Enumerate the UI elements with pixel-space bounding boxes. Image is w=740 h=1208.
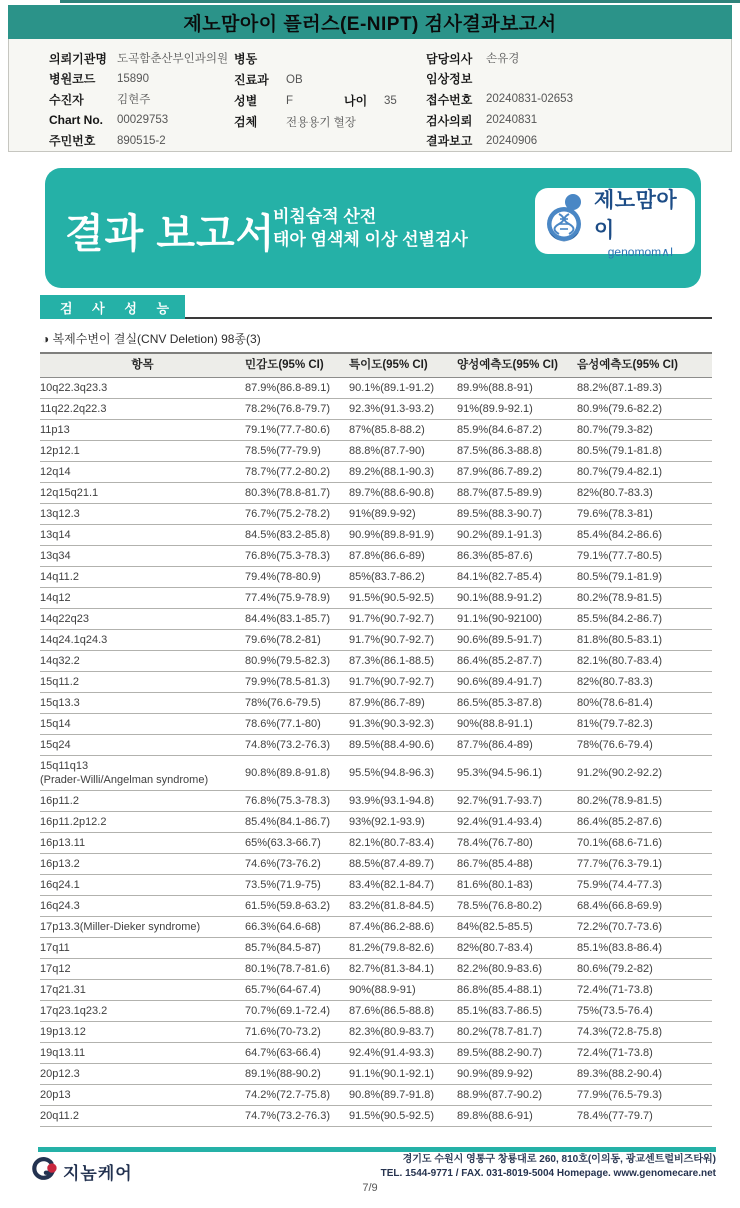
- row-item: 16p13.11: [40, 833, 245, 854]
- row-npv: 80.7%(79.4-82.1): [577, 462, 712, 483]
- row-specificity: 92.3%(91.3-93.2): [349, 399, 457, 420]
- row-sensitivity: 80.3%(78.8-81.7): [245, 483, 349, 504]
- table-row: [40, 378, 712, 399]
- patient-info-box: [8, 39, 732, 152]
- table-row: [40, 693, 712, 714]
- section-divider: [40, 295, 712, 319]
- row-npv: 80.7%(79.3-82): [577, 420, 712, 441]
- table-row: [40, 504, 712, 525]
- row-item: 19p13.12: [40, 1022, 245, 1043]
- row-ppv: 85.9%(84.6-87.2): [457, 420, 577, 441]
- logo-name: 제노맘아이: [594, 188, 678, 242]
- row-ppv: 85.1%(83.7-86.5): [457, 1001, 577, 1022]
- row-sensitivity: 74.8%(73.2-76.3): [245, 735, 349, 756]
- patient-info-column: [234, 48, 426, 151]
- row-item: 15q11.2: [40, 672, 245, 693]
- table-row: [40, 651, 712, 672]
- table-row: [40, 1001, 712, 1022]
- row-sensitivity: 78.6%(77.1-80): [245, 714, 349, 735]
- table-row: [40, 938, 712, 959]
- column-header-ppv: 양성예측도(95% CI): [457, 353, 577, 378]
- row-ppv: 92.4%(91.4-93.4): [457, 812, 577, 833]
- row-item: 15q11q13 (Prader-Willi/Angelman syndrome): [40, 756, 245, 791]
- field-label: 성별: [234, 94, 258, 108]
- row-npv: 82%(80.7-83.3): [577, 672, 712, 693]
- row-item: 14q22q23: [40, 609, 245, 630]
- row-sensitivity: 89.1%(88-90.2): [245, 1064, 349, 1085]
- row-sensitivity: 78.7%(77.2-80.2): [245, 462, 349, 483]
- row-sensitivity: 65.7%(64-67.4): [245, 980, 349, 1001]
- table-title: ◑ 복제수변이 결실(CNV Deletion) 98종(3): [42, 332, 261, 346]
- footer-contact-line: TEL. 1544-9771 / FAX. 031-8019-5004 Homepage. www.genomecare.net: [380, 1168, 716, 1179]
- genomom-logo-badge: [535, 188, 695, 259]
- row-specificity: 89.2%(88.1-90.3): [349, 462, 457, 483]
- page-top-edge: [60, 0, 740, 3]
- row-ppv: 87.9%(86.7-89.2): [457, 462, 577, 483]
- patient-info-row: [49, 110, 234, 131]
- row-item: 17q11: [40, 938, 245, 959]
- row-sensitivity: 74.2%(72.7-75.8): [245, 1085, 349, 1106]
- table-row: [40, 896, 712, 917]
- column-header-item: 항목: [40, 353, 245, 378]
- row-specificity: 91.5%(90.5-92.5): [349, 588, 457, 609]
- patient-info-row: [426, 69, 686, 90]
- row-item: 12q14: [40, 462, 245, 483]
- page-number: 7/9: [362, 1182, 378, 1194]
- row-npv: 70.1%(68.6-71.6): [577, 833, 712, 854]
- table-row: [40, 833, 712, 854]
- table-row: [40, 420, 712, 441]
- row-specificity: 90%(88.9-91): [349, 980, 457, 1001]
- row-sensitivity: 79.4%(78-80.9): [245, 567, 349, 588]
- row-sensitivity: 84.4%(83.1-85.7): [245, 609, 349, 630]
- field-label: 병원코드: [49, 72, 96, 87]
- field-label: 진료과: [234, 73, 269, 87]
- field-label: 수진자: [49, 92, 84, 107]
- row-specificity: 82.1%(80.7-83.4): [349, 833, 457, 854]
- table-row: [40, 714, 712, 735]
- row-sensitivity: 74.7%(73.2-76.3): [245, 1106, 349, 1127]
- row-ppv: 90.6%(89.5-91.7): [457, 630, 577, 651]
- row-specificity: 90.8%(89.7-91.8): [349, 1085, 457, 1106]
- row-item: 15q14: [40, 714, 245, 735]
- table-row: [40, 609, 712, 630]
- row-npv: 80.5%(79.1-81.9): [577, 567, 712, 588]
- report-title: 제노맘아이 플러스(E-NIPT) 검사결과보고서: [183, 13, 557, 35]
- row-ppv: 86.8%(85.4-88.1): [457, 980, 577, 1001]
- row-item: 10q22.3q23.3: [40, 378, 245, 399]
- table-row: [40, 525, 712, 546]
- patient-info-row: [234, 69, 426, 90]
- row-item: 20p13: [40, 1085, 245, 1106]
- row-item: 20p12.3: [40, 1064, 245, 1085]
- row-specificity: 89.5%(88.4-90.6): [349, 735, 457, 756]
- row-item: 13q14: [40, 525, 245, 546]
- row-npv: 75%(73.5-76.4): [577, 1001, 712, 1022]
- row-npv: 72.2%(70.7-73.6): [577, 917, 712, 938]
- field-label: 담당의사: [426, 51, 473, 66]
- field-label: 결과보고: [426, 134, 473, 149]
- row-specificity: 81.2%(79.8-82.6): [349, 938, 457, 959]
- row-ppv: 86.5%(85.3-87.8): [457, 693, 577, 714]
- table-row: [40, 735, 712, 756]
- row-npv: 81.8%(80.5-83.1): [577, 630, 712, 651]
- row-ppv: 87.7%(86.4-89): [457, 735, 577, 756]
- field-value: 20240831-02653: [486, 93, 573, 106]
- row-specificity: 87%(85.8-88.2): [349, 420, 457, 441]
- row-specificity: 87.9%(86.7-89): [349, 693, 457, 714]
- row-specificity: 91.5%(90.5-92.5): [349, 1106, 457, 1127]
- footer-address-block: [381, 1153, 716, 1181]
- row-sensitivity: 85.7%(84.5-87): [245, 938, 349, 959]
- row-ppv: 90.6%(89.4-91.7): [457, 672, 577, 693]
- row-npv: 78%(76.6-79.4): [577, 735, 712, 756]
- row-item: 16q24.1: [40, 875, 245, 896]
- field-value: 35: [384, 94, 397, 107]
- table-row: [40, 1085, 712, 1106]
- table-row: [40, 1022, 712, 1043]
- row-sensitivity: 74.6%(73-76.2): [245, 854, 349, 875]
- row-npv: 85.1%(83.8-86.4): [577, 938, 712, 959]
- row-specificity: 89.7%(88.6-90.8): [349, 483, 457, 504]
- row-item: 16q24.3: [40, 896, 245, 917]
- row-specificity: 91.7%(90.7-92.7): [349, 672, 457, 693]
- field-value: 20240906: [486, 134, 538, 147]
- table-row: [40, 630, 712, 651]
- logo-brand: genomom∧I: [607, 244, 674, 259]
- table-row: [40, 812, 712, 833]
- row-ppv: 95.3%(94.5-96.1): [457, 756, 577, 791]
- field-label: 검사의뢰: [426, 113, 473, 128]
- row-sensitivity: 76.8%(75.3-78.3): [245, 791, 349, 812]
- row-item: 14q11.2: [40, 567, 245, 588]
- row-specificity: 93%(92.1-93.9): [349, 812, 457, 833]
- field-value: F: [286, 94, 294, 107]
- table-row: [40, 959, 712, 980]
- row-ppv: 78.5%(76.8-80.2): [457, 896, 577, 917]
- table-row: [40, 875, 712, 896]
- banner-subtitle-line2: 태아 염색체 이상 선별검사: [273, 230, 468, 249]
- row-sensitivity: 80.1%(78.7-81.6): [245, 959, 349, 980]
- row-specificity: 87.4%(86.2-88.6): [349, 917, 457, 938]
- row-item: 16p11.2: [40, 791, 245, 812]
- field-value: 15890: [117, 72, 149, 85]
- row-npv: 85.4%(84.2-86.6): [577, 525, 712, 546]
- row-specificity: 91%(89.9-92): [349, 504, 457, 525]
- row-sensitivity: 87.9%(86.8-89.1): [245, 378, 349, 399]
- row-sensitivity: 73.5%(71.9-75): [245, 875, 349, 896]
- field-value: 00029753: [117, 114, 169, 127]
- row-sensitivity: 61.5%(59.8-63.2): [245, 896, 349, 917]
- row-specificity: 82.7%(81.3-84.1): [349, 959, 457, 980]
- row-ppv: 84.1%(82.7-85.4): [457, 567, 577, 588]
- patient-info-row: [49, 48, 234, 69]
- row-npv: 88.2%(87.1-89.3): [577, 378, 712, 399]
- row-npv: 82%(80.7-83.3): [577, 483, 712, 504]
- row-specificity: 95.5%(94.8-96.3): [349, 756, 457, 791]
- row-item: 11q22.2q22.3: [40, 399, 245, 420]
- row-npv: 80.2%(78.9-81.5): [577, 791, 712, 812]
- row-npv: 79.6%(78.3-81): [577, 504, 712, 525]
- row-sensitivity: 78.5%(77-79.9): [245, 441, 349, 462]
- field-label: 접수번호: [426, 92, 473, 107]
- row-npv: 78.4%(77-79.7): [577, 1106, 712, 1127]
- banner-title: 결과 보고서: [65, 212, 276, 256]
- field-value: OB: [286, 73, 303, 86]
- row-item: 16p11.2p12.2: [40, 812, 245, 833]
- field-label: 병동: [234, 52, 258, 66]
- patient-info-row: [49, 89, 234, 110]
- table-row: [40, 1106, 712, 1127]
- row-ppv: 90.2%(89.1-91.3): [457, 525, 577, 546]
- banner-subtitle: [273, 205, 468, 251]
- field-label: 의뢰기관명: [49, 51, 107, 66]
- genomom-logo-icon: [545, 193, 587, 250]
- row-item: 12p12.1: [40, 441, 245, 462]
- patient-info-row: [234, 48, 426, 69]
- row-item: 17q21.31: [40, 980, 245, 1001]
- row-npv: 75.9%(74.4-77.3): [577, 875, 712, 896]
- row-ppv: 90%(88.8-91.1): [457, 714, 577, 735]
- patient-info-row: [234, 111, 426, 132]
- row-ppv: 82%(80.7-83.4): [457, 938, 577, 959]
- column-header-npv: 음성예측도(95% CI): [577, 353, 712, 378]
- report-title-bar: [8, 5, 732, 39]
- field-label: 임상정보: [426, 72, 473, 87]
- row-sensitivity: 76.7%(75.2-78.2): [245, 504, 349, 525]
- row-ppv: 91.1%(90-92100): [457, 609, 577, 630]
- row-npv: 89.3%(88.2-90.4): [577, 1064, 712, 1085]
- table-row: [40, 917, 712, 938]
- patient-info-row: [426, 110, 686, 131]
- row-npv: 77.7%(76.3-79.1): [577, 854, 712, 875]
- table-row: [40, 854, 712, 875]
- table-row: [40, 672, 712, 693]
- patient-info-row: [49, 130, 234, 151]
- row-item: 17q23.1q23.2: [40, 1001, 245, 1022]
- table-row: [40, 399, 712, 420]
- patient-info-row: [426, 130, 686, 151]
- row-ppv: 86.3%(85-87.6): [457, 546, 577, 567]
- row-ppv: 86.7%(85.4-88): [457, 854, 577, 875]
- patient-info-row: [234, 90, 426, 111]
- table-row: [40, 791, 712, 812]
- performance-table: [40, 352, 712, 1127]
- row-ppv: 87.5%(86.3-88.8): [457, 441, 577, 462]
- row-npv: 81%(79.7-82.3): [577, 714, 712, 735]
- row-specificity: 91.7%(90.7-92.7): [349, 630, 457, 651]
- row-sensitivity: 66.3%(64.6-68): [245, 917, 349, 938]
- field-value: 김현주: [117, 94, 151, 107]
- row-item: 13q34: [40, 546, 245, 567]
- result-banner: [45, 168, 701, 288]
- table-row: [40, 546, 712, 567]
- row-sensitivity: 85.4%(84.1-86.7): [245, 812, 349, 833]
- row-sensitivity: 84.5%(83.2-85.8): [245, 525, 349, 546]
- field-value: 890515-2: [117, 134, 166, 147]
- column-header-sensitivity: 민감도(95% CI): [245, 353, 349, 378]
- row-ppv: 86.4%(85.2-87.7): [457, 651, 577, 672]
- row-item: 17p13.3(Miller-Dieker syndrome): [40, 917, 245, 938]
- patient-info-row: [426, 48, 686, 69]
- row-item: 12q15q21.1: [40, 483, 245, 504]
- row-item: 17q12: [40, 959, 245, 980]
- banner-subtitle-line1: 비침습적 산전: [273, 207, 377, 226]
- table-row: [40, 441, 712, 462]
- table-row: [40, 1043, 712, 1064]
- row-ppv: 90.1%(88.9-91.2): [457, 588, 577, 609]
- row-npv: 72.4%(71-73.8): [577, 1043, 712, 1064]
- row-item-subtitle: (Prader-Willi/Angelman syndrome): [40, 774, 209, 786]
- row-sensitivity: 71.6%(70-73.2): [245, 1022, 349, 1043]
- row-npv: 82.1%(80.7-83.4): [577, 651, 712, 672]
- row-ppv: 81.6%(80.1-83): [457, 875, 577, 896]
- row-npv: 79.1%(77.7-80.5): [577, 546, 712, 567]
- row-sensitivity: 76.8%(75.3-78.3): [245, 546, 349, 567]
- row-ppv: 89.5%(88.3-90.7): [457, 504, 577, 525]
- row-sensitivity: 79.1%(77.7-80.6): [245, 420, 349, 441]
- row-npv: 80%(78.6-81.4): [577, 693, 712, 714]
- table-row: [40, 588, 712, 609]
- row-specificity: 87.3%(86.1-88.5): [349, 651, 457, 672]
- row-npv: 80.6%(79.2-82): [577, 959, 712, 980]
- row-ppv: 84%(82.5-85.5): [457, 917, 577, 938]
- patient-info-column: [426, 48, 686, 151]
- footer-company-name: 지놈케어: [63, 1164, 133, 1183]
- row-sensitivity: 77.4%(75.9-78.9): [245, 588, 349, 609]
- field-value: 전용용기 혈장: [286, 116, 356, 129]
- row-ppv: 88.9%(87.7-90.2): [457, 1085, 577, 1106]
- row-ppv: 89.8%(88.6-91): [457, 1106, 577, 1127]
- row-item: 16p13.2: [40, 854, 245, 875]
- row-specificity: 92.4%(91.4-93.3): [349, 1043, 457, 1064]
- row-specificity: 83.2%(81.8-84.5): [349, 896, 457, 917]
- row-specificity: 91.3%(90.3-92.3): [349, 714, 457, 735]
- field-label: 주민번호: [49, 134, 96, 149]
- patient-info-column: [49, 48, 234, 151]
- row-specificity: 91.7%(90.7-92.7): [349, 609, 457, 630]
- row-ppv: 89.9%(88.8-91): [457, 378, 577, 399]
- table-row: [40, 1064, 712, 1085]
- row-ppv: 90.9%(89.9-92): [457, 1064, 577, 1085]
- row-specificity: 87.6%(86.5-88.8): [349, 1001, 457, 1022]
- row-specificity: 88.5%(87.4-89.7): [349, 854, 457, 875]
- row-specificity: 90.1%(89.1-91.2): [349, 378, 457, 399]
- field-label: 나이: [344, 94, 368, 108]
- row-npv: 72.4%(71-73.8): [577, 980, 712, 1001]
- row-item: 13q12.3: [40, 504, 245, 525]
- row-ppv: 89.5%(88.2-90.7): [457, 1043, 577, 1064]
- performance-table-head: [40, 353, 712, 378]
- row-npv: 80.5%(79.1-81.8): [577, 441, 712, 462]
- row-ppv: 91%(89.9-92.1): [457, 399, 577, 420]
- row-item: 15q13.3: [40, 693, 245, 714]
- row-ppv: 88.7%(87.5-89.9): [457, 483, 577, 504]
- row-item: 14q12: [40, 588, 245, 609]
- row-sensitivity: 90.8%(89.8-91.8): [245, 756, 349, 791]
- field-label: Chart No.: [49, 113, 103, 128]
- table-row: [40, 483, 712, 504]
- field-value: 도곡함춘산부인과의원: [117, 53, 229, 66]
- row-sensitivity: 78%(76.6-79.5): [245, 693, 349, 714]
- table-row: [40, 756, 712, 791]
- field-value: 20240831: [486, 114, 538, 127]
- row-sensitivity: 78.2%(76.8-79.7): [245, 399, 349, 420]
- row-npv: 68.4%(66.8-69.9): [577, 896, 712, 917]
- row-specificity: 91.1%(90.1-92.1): [349, 1064, 457, 1085]
- row-item: 14q24.1q24.3: [40, 630, 245, 651]
- row-sensitivity: 70.7%(69.1-72.4): [245, 1001, 349, 1022]
- row-specificity: 83.4%(82.1-84.7): [349, 875, 457, 896]
- row-item: 15q24: [40, 735, 245, 756]
- table-row: [40, 567, 712, 588]
- field-label: 검체: [234, 115, 258, 129]
- row-item: 14q32.2: [40, 651, 245, 672]
- patient-info-row: [49, 69, 234, 90]
- performance-table-body: [40, 378, 712, 1127]
- row-item: 20q11.2: [40, 1106, 245, 1127]
- row-npv: 80.9%(79.6-82.2): [577, 399, 712, 420]
- field-value: 손유경: [486, 53, 520, 66]
- row-specificity: 85%(83.7-86.2): [349, 567, 457, 588]
- row-npv: 86.4%(85.2-87.6): [577, 812, 712, 833]
- row-sensitivity: 64.7%(63-66.4): [245, 1043, 349, 1064]
- row-ppv: 78.4%(76.7-80): [457, 833, 577, 854]
- row-specificity: 93.9%(93.1-94.8): [349, 791, 457, 812]
- row-npv: 74.3%(72.8-75.8): [577, 1022, 712, 1043]
- row-specificity: 87.8%(86.6-89): [349, 546, 457, 567]
- row-npv: 80.2%(78.9-81.5): [577, 588, 712, 609]
- genomom-logo-text: [594, 184, 687, 259]
- table-row: [40, 462, 712, 483]
- footer-address-line: 경기도 수원시 영통구 창룡대로 260, 810호(이의동, 광교센트럴비즈타워): [402, 1154, 716, 1165]
- row-npv: 91.2%(90.2-92.2): [577, 756, 712, 791]
- row-specificity: 82.3%(80.9-83.7): [349, 1022, 457, 1043]
- row-npv: 77.9%(76.5-79.3): [577, 1085, 712, 1106]
- row-ppv: 80.2%(78.7-81.7): [457, 1022, 577, 1043]
- row-item: 11p13: [40, 420, 245, 441]
- row-item: 19q13.11: [40, 1043, 245, 1064]
- row-sensitivity: 65%(63.3-66.7): [245, 833, 349, 854]
- row-specificity: 88.8%(87.7-90): [349, 441, 457, 462]
- row-sensitivity: 79.9%(78.5-81.3): [245, 672, 349, 693]
- row-sensitivity: 80.9%(79.5-82.3): [245, 651, 349, 672]
- patient-info-row: [426, 89, 686, 110]
- row-npv: 85.5%(84.2-86.7): [577, 609, 712, 630]
- row-ppv: 82.2%(80.9-83.6): [457, 959, 577, 980]
- table-row: [40, 980, 712, 1001]
- column-header-specificity: 특이도(95% CI): [349, 353, 457, 378]
- footer-accent-bar: [38, 1147, 716, 1152]
- row-sensitivity: 79.6%(78.2-81): [245, 630, 349, 651]
- section-label: 검 사 성 능: [40, 295, 185, 319]
- row-specificity: 90.9%(89.8-91.9): [349, 525, 457, 546]
- row-ppv: 92.7%(91.7-93.7): [457, 791, 577, 812]
